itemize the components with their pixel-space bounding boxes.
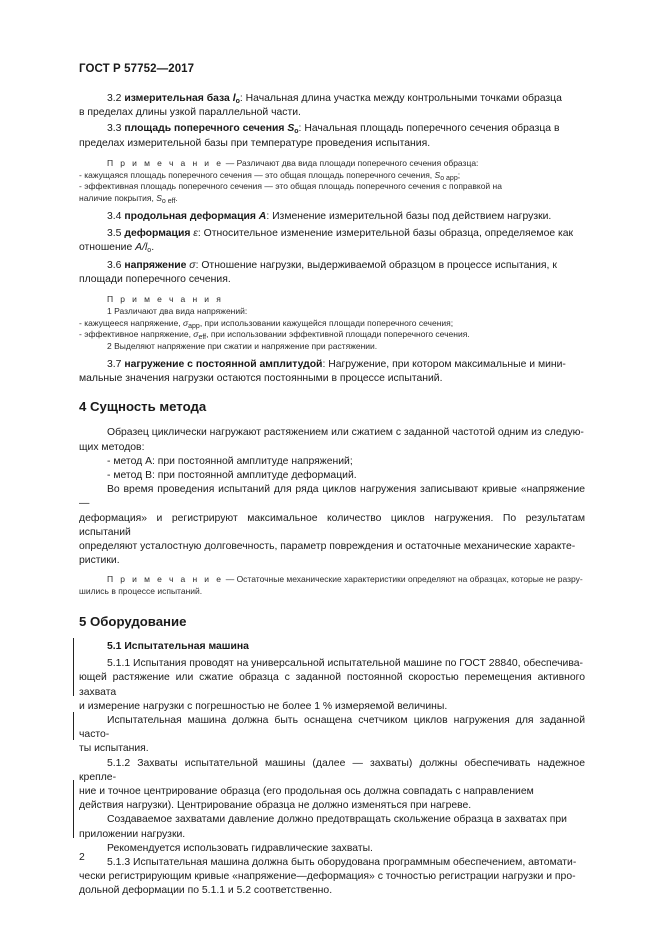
clause-3-5-cont: отношение $A/l_o$. (79, 242, 155, 255)
page-number: 2 (79, 852, 85, 863)
clause-3-6: 3.6 напряжение σ: Отношение нагрузки, выдерживаемой образцом в процессе испытания, к (107, 259, 557, 271)
clause-3-4: 3.4 продольная деформация A: Изменение измерительной базы под действием нагрузки. (107, 211, 552, 222)
note-section-4: П р и м е ч а н и е — Остаточные механические характеристики определяют на образцах, которые не разру- шились в процессе испытаний. (79, 574, 583, 597)
clause-3-5: 3.5 деформация ε: Относительное изменение измерительной базы образца, определяемое как (107, 228, 574, 240)
clause-5-1-2: 5.1.2 Захваты испытательной машины (далее — захваты) должны обеспечивать надежное крепле- (79, 757, 585, 783)
clause-5-1-3: 5.1.3 Испытательная машина должна быть оборудована программным обеспечением, автомати- (107, 857, 577, 869)
section-4-para-1: Образец циклически нагружают растяжением или сжатием с заданной частотой одним из следую- (107, 427, 584, 439)
change-bar-5-1-2 (73, 712, 74, 740)
method-b: - метод В: при постоянной амплитуде деформаций. (107, 470, 357, 482)
clause-3-2-cont: в пределах длины узкой параллельной части. (79, 107, 301, 119)
note-3-3: П р и м е ч а н и е — Различают два вида площади поперечного сечения образца: - кажущаяся площадь поперечного сечения — это общая площадь поперечного сечения, $S_{o app}$; - эффективная площадь поперечного сечения — это общая площадь поперечного сечения с поправкой на наличие покрытия, $S_{o eff}$. (79, 157, 502, 206)
clause-3-3: 3.3 площадь поперечного сечения $S_о$: Начальная площадь поперечного сечения образца в (107, 123, 560, 136)
section-4-para-2: Во время проведения испытаний для ряда циклов нагружения записывают кривые «напряжение— (79, 484, 585, 510)
subsection-5-1-title: 5.1 Испытательная машина (107, 641, 249, 653)
clause-3-2: 3.2 измерительная база $l_о$: Начальная длина участка между контрольными точками образца (107, 93, 562, 105)
clause-3-3-cont: пределах измерительной базы при температуре проведения испытания. (79, 137, 431, 149)
section-4-title: 4 Сущность метода (79, 399, 207, 415)
clause-5-1-1: 5.1.1 Испытания проводят на универсальной испытательной машине по ГОСТ 28840, обеспечива- (107, 658, 583, 670)
change-bar-5-1-3 (73, 780, 74, 838)
method-a: - метод А: при постоянной амплитуде напряжений; (107, 455, 353, 467)
clause-3-7-cont: мальные значения нагрузки остаются постоянными в процессе испытаний. (79, 373, 443, 385)
section-5-title: 5 Оборудование (79, 614, 187, 630)
clause-3-6-cont: площади поперечного сечения. (79, 273, 231, 285)
page-header: ГОСТ Р 57752—2017 (79, 63, 195, 75)
clause-3-7: 3.7 нагружение с постоянной амплитудой: Нагружение, при котором максимальные и мини- (107, 359, 566, 370)
change-bar-5-1-1 (73, 638, 74, 696)
document-body: 3.2 измерительная база $l_о$: Начальная длина участка между контрольными точками образца в пределах длины узкой параллельной части. 3.3 площадь поперечного сечения $S_о$: Начальная площадь поперечного сечения образца в пределах измерительной базы при температуре проведения испытания. П р и м е ч а н и е — Различают два вида площади поперечного сечения образца: - кажущаяся площадь поперечного сечения — это общая площадь поперечного сечения, $S_{o app}$; - эффективная площадь поперечного сечения — это общая площадь поперечного сечения с поправкой на наличие покрытия, $S_{o eff}$. 3.4 продольная деформация A: Изменение измерительной базы под действием нагрузки. 3.5 деформация ε: Относительное изменение измерительной базы образца, определяемое как отношение $A/l_o$. 3.6 напряжение σ: Отношение нагрузки, выдерживаемой образцом в процессе испытания, к площади поперечного сечения. П р и м е ч а н и я 1 Различают два вида напряжений: - кажущееся напряжение, $\sigma_{app}$, при использовании кажущейся площади поперечного сечения; - эффективное напряжение, $\sigma_{eff}$, при использовании эффективной площади поперечного сечения. 2 Выделяют напряжение при сжатии и напряжение при растяжении. 3.7 нагружение с постоянной амплитудой: Нагружение, при котором максимальные и мини- мальные значения нагрузки остаются постоянными в процессе испытаний. 4 Сущность метода Образец циклически нагружают растяжением или сжатием с заданной частотой одним из следую- щих методов: - метод А: при постоянной амплитуде напряжений; - метод В: при постоянной амплитуде деформаций. Во время проведения испытаний для ряда циклов нагружения записывают кривые «напряжение— деформация» и регистрируют максимальное количество циклов нагружения. По результатам испытаний определяют усталостную долговечность, параметр повреждения и остаточные механические характе- ристики. П р и м е ч а н и е — Остаточные механические характеристики определяют на образцах, которые не разру- шились в процессе испытаний. 5 Оборудование 5.1 Испытательная машина 5.1.1 Испытания проводят на универсальной испытательной машине по ГОСТ 28840, обеспечива- ющей растяжение или сжатие образца с заданной постоянной скоростью перемещения активного захвата и измерение нагрузки с погрешностью не более 1 % измеряемой величины. Испытательная машина должна быть оснащена счетчиком циклов нагружения для заданной часто- ты испытания. 5.1.2 Захваты испытательной машины (далее — захваты) должны обеспечивать надежное крепле- ние и точное центрирование образца (его продольная ось должна совпадать с направлением действия нагрузки). Центрирование образца не должно изменяться при нагреве. Создаваемое захватами давление должно предотвращать скольжение образца в захватах при приложении нагрузки. Рекомендуется использовать гидравлические захваты. 5.1.3 Испытательная машина должна быть оборудована программным обеспечением, автомати- чески регистрирующим кривые «напряжение—деформация» с точностью регистрации нагрузки и про- дольной деформации по 5.1.1 и 5.2 соответственно. (79, 93, 585, 897)
note-3-6: П р и м е ч а н и я 1 Различают два вида напряжений: - кажущееся напряжение, $\sigma_{app}$, при использовании кажущейся площади поперечного сечения; - эффективное напряжение, $\sigma_{eff}$, при использовании эффективной площади поперечного сечения. 2 Выделяют напряжение при сжатии и напряжение при растяжении. (79, 294, 470, 352)
